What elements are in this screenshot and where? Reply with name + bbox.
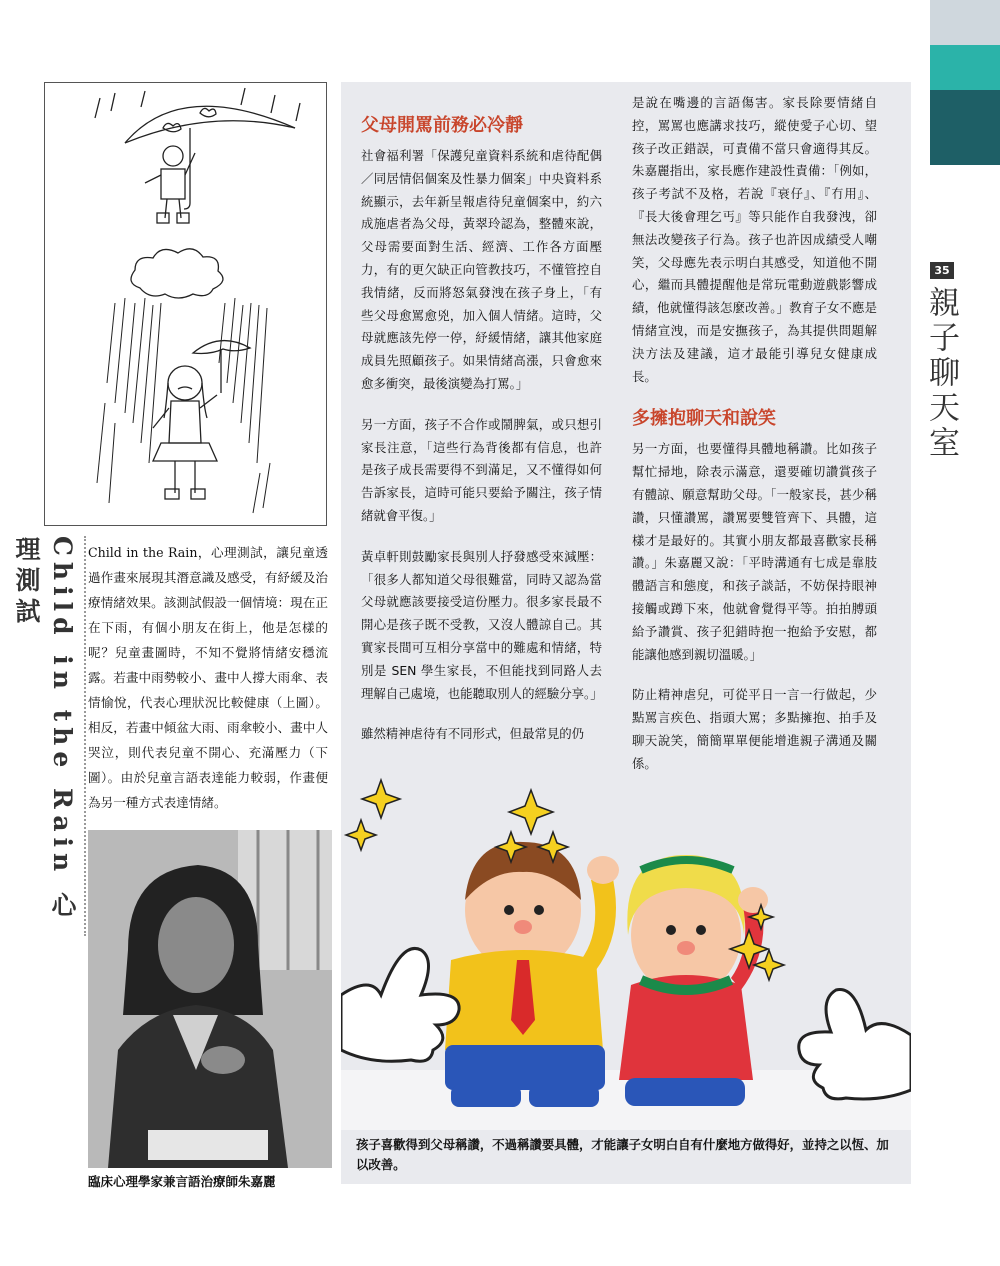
psychologist-photo — [88, 830, 332, 1168]
thumbs-up-left-icon — [341, 948, 459, 1061]
child-in-rain-drawing-icon — [45, 83, 326, 525]
color-tab-dark — [930, 90, 1000, 165]
toy-figures-icon — [341, 760, 911, 1130]
sidebar-intro-text: Child in the Rain，心理測試，讓兒童透過作畫來展現其潛意識及感受，有紓緩及治療情緒效果。該測試假設一個情境：現在正在下雨，有個小朋友在街上，他是怎樣的呢？兒童畫圖時，不知不覺將情緒安穩流露。若畫中雨勢較小、畫中人撐大雨傘、表情愉悅，代表心理狀況比較健康（上圖）。相反，若畫中傾盆大雨、雨傘較小、畫中人哭泣，則代表兒童不開心、充滿壓力（下圖）。由於兒童言語表達能力較弱，作畫便為另一種方式表達情緒。 — [88, 545, 328, 810]
article-paragraph: 另一方面，也要懂得具體地稱讚。比如孩子幫忙掃地，除表示滿意，還要確切讚賞孩子有體諒、願意幫助父母。「一般家長，甚少稱讚，只懂讚罵，讚罵要雙管齊下、具體，這樣才是最好的。其實小朋友都最喜歡家長稱讚。」朱嘉麗又說：「平時溝通有七成是靠肢體語言和態度，和孩子談話，不妨保持眼神接觸或蹲下來，他就會覺得平等。拍拍膊頭給予讚賞、孩子犯錯時抱一抱給予安慰，都能讓他感到親切溫暖。」 — [632, 441, 877, 662]
article-paragraph: 防止精神虐兒，可從平日一言一行做起，少點罵言疾色、指頭大罵；多點擁抱、拍手及聊天說笑，簡簡單單便能增進親子溝通及關係。 — [632, 687, 877, 771]
article-paragraph: 社會福利署「保護兒童資料系統和虐待配偶／同居情侶個案及性暴力個案」中央資料系統顯示，去年新呈報虐待兒童個案中，約六成施虐者為父母，黃翠玲認為，整體來說，父母需要面對生活、經濟、工作各方面壓力，有的更欠缺正向管教技巧，不懂管控自我情緒，反而將怒氣發洩在孩子身上，「有些父母愈罵愈兇，加入個人情緒。這時，父母就應該先停一停，紓緩情緒，讓其他家庭成員先照顧孩子。如果情緒高漲，只會愈來愈多衝突，最後演變為打罵。」 — [361, 148, 602, 391]
article-paragraph: 雖然精神虐待有不同形式，但最常見的仍 — [361, 726, 585, 742]
boy-toy-icon — [445, 842, 619, 1107]
heading-hugs-chat: 多擁抱聊天和說笑 — [632, 408, 776, 430]
photo-caption: 臨床心理學家兼言語治療師朱嘉麗 — [88, 1174, 276, 1189]
page-number: 35 — [930, 262, 954, 279]
girl-toy-icon — [619, 855, 768, 1106]
article-paragraph: 是說在嘴邊的言語傷害。家長除要情緒自控，罵罵也應講求技巧，縱使愛子心切、望孩子改正錯誤，可責備不當只會適得其反。朱嘉麗指出，家長應作建設性責備：「例如，孩子考試不及格，若說『衰仔』、『冇用』、『長大後會理乞丐』等只能作自我發洩，卻無法改變孩子行為。孩子也許因成績受人嘲笑，父母應先表示明白其感受，知道他不開心，繼而具體提醒他是常玩電動遊戲影響成績，他就懂得該怎麼改善。」教育子女不應是情緒宣洩，而是安撫孩子，為其提供問題解決方法及建議，這才最能引導兒女健康成長。 — [632, 95, 877, 384]
thumbs-up-right-icon — [799, 990, 911, 1100]
article-column-2 — [632, 92, 877, 794]
article-column-1 — [361, 113, 602, 764]
figure-caption: 孩子喜歡得到父母稱讚，不過稱讚要具體，才能讓子女明白自有什麼地方做得好，並持之以恆、加以改善。 — [356, 1137, 889, 1172]
article-paragraph: 另一方面，孩子不合作或鬧脾氣，或只想引家長注意，「這些行為背後都有信息，也許是孩子成長需要得不到滿足，又不懂得如何告訴家長，這時可能只要給予關注，孩子情緒就會平復。」 — [361, 416, 602, 523]
section-title: 親子聊天室 — [923, 286, 959, 461]
heading-parents-calm: 父母開罵前務必冷靜 — [361, 115, 523, 136]
toy-figures-illustration — [341, 760, 911, 1130]
psychologist-portrait-icon — [88, 830, 332, 1168]
child-drawing-frame — [44, 82, 327, 526]
color-tab-teal — [930, 45, 1000, 90]
color-tab-light — [930, 0, 1000, 45]
article-paragraph: 黃卓軒則鼓勵家長與別人抒發感受來減壓：「很多人都知道父母很難當，同時又認為當父母就應該要接受這份壓力。很多家長最不開心是孩子既不受教，又沒人體諒自己。其實家長間可互相分享當中的難處和情緒，特別是 SEN 學生家長，不但能找到同路人去理解自己處境，也能聽取別人的經驗分享。」 — [361, 548, 603, 701]
sidebar-vertical-title: Child in the Rain 心理測試 — [44, 536, 86, 936]
